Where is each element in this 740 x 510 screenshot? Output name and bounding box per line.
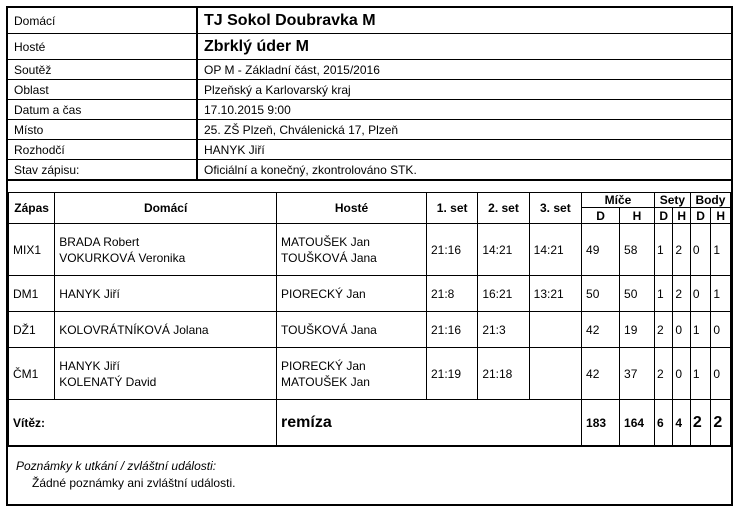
balls-home: 42 [582, 348, 620, 400]
winner-value: remíza [277, 400, 582, 447]
home-players-player-1: KOLOVRÁTNÍKOVÁ Jolana [59, 322, 209, 337]
info-row [8, 8, 731, 34]
match-type: DM1 [9, 276, 55, 312]
home-players-player-2: KOLENATÝ David [59, 374, 157, 389]
info-value: Zbrklý úder M [197, 34, 731, 60]
set-3-score [529, 312, 581, 348]
header-sety-h: H [673, 208, 690, 224]
total-points-home: 2 [690, 400, 711, 447]
total-sets-away: 4 [673, 400, 690, 447]
set-3-score [529, 348, 581, 400]
home-players [55, 224, 277, 276]
total-points-away: 2 [711, 400, 731, 447]
home-players-player-1: HANYK Jiří [59, 358, 120, 373]
home-players-player-1: BRADA Robert [59, 234, 140, 249]
set-1-score: 21:19 [426, 348, 477, 400]
balls-away: 19 [620, 312, 655, 348]
set-2-score: 14:21 [478, 224, 529, 276]
info-row [8, 60, 731, 80]
match-row [9, 276, 731, 312]
header-hoste: Hosté [277, 193, 427, 224]
match-report [6, 6, 733, 506]
info-label: Datum a čas [8, 100, 197, 120]
info-row [8, 160, 731, 181]
info-value: HANYK Jiří [197, 140, 731, 160]
header-mice-h: H [620, 208, 655, 224]
home-players [55, 348, 277, 400]
set-1-score: 21:8 [426, 276, 477, 312]
total-balls-away: 164 [620, 400, 655, 447]
info-value: 25. ZŠ Plzeň, Chválenická 17, Plzeň [197, 120, 731, 140]
home-players-player-1: HANYK Jiří [59, 286, 120, 301]
away-players-player-1: TOUŠKOVÁ Jana [281, 322, 377, 337]
set-3-score: 14:21 [529, 224, 581, 276]
points-away: 0 [711, 312, 731, 348]
away-players-player-1: PIORECKÝ Jan [281, 286, 366, 301]
header-set-1: 1. set [426, 193, 477, 224]
winner-row [9, 400, 731, 447]
set-1-score: 21:16 [426, 224, 477, 276]
away-players [277, 348, 427, 400]
sets-away: 2 [673, 276, 690, 312]
header-set-2: 2. set [478, 193, 529, 224]
winner-label: Vítěz: [9, 400, 277, 447]
notes-section [16, 458, 235, 492]
info-row [8, 140, 731, 160]
points-home: 1 [690, 312, 711, 348]
header-set-3: 3. set [529, 193, 581, 224]
header-mice-d: D [582, 208, 620, 224]
points-home: 1 [690, 348, 711, 400]
match-type: ČM1 [9, 348, 55, 400]
total-balls-home: 183 [582, 400, 620, 447]
balls-home: 50 [582, 276, 620, 312]
info-value: 17.10.2015 9:00 [197, 100, 731, 120]
points-away: 0 [711, 348, 731, 400]
info-value: Oficiální a konečný, zkontrolováno STK. [197, 160, 731, 181]
header-sety-d: D [654, 208, 672, 224]
sets-home: 1 [654, 276, 672, 312]
away-players-player-1: PIORECKÝ Jan [281, 358, 366, 373]
match-row [9, 224, 731, 276]
balls-away: 50 [620, 276, 655, 312]
notes-title: Poznámky k utkání / zvláštní události: [16, 459, 217, 473]
info-row [8, 120, 731, 140]
balls-away: 37 [620, 348, 655, 400]
balls-home: 42 [582, 312, 620, 348]
info-label: Rozhodčí [8, 140, 197, 160]
info-label: Hosté [8, 34, 197, 60]
balls-home: 49 [582, 224, 620, 276]
match-type: MIX1 [9, 224, 55, 276]
away-players-player-1: MATOUŠEK Jan [281, 234, 370, 249]
info-value: OP M - Základní část, 2015/2016 [197, 60, 731, 80]
match-results-table [8, 192, 731, 447]
sets-away: 0 [673, 348, 690, 400]
set-2-score: 16:21 [478, 276, 529, 312]
sets-home: 1 [654, 224, 672, 276]
info-value: Plzeňský a Karlovarský kraj [197, 80, 731, 100]
match-row [9, 348, 731, 400]
away-players [277, 224, 427, 276]
header-mice: Míče [582, 193, 655, 208]
set-3-score: 13:21 [529, 276, 581, 312]
header-sety: Sety [654, 193, 690, 208]
set-2-score: 21:3 [478, 312, 529, 348]
home-players [55, 312, 277, 348]
balls-away: 58 [620, 224, 655, 276]
info-label: Místo [8, 120, 197, 140]
points-away: 1 [711, 224, 731, 276]
sets-home: 2 [654, 348, 672, 400]
away-players-player-2: MATOUŠEK Jan [281, 374, 370, 389]
set-2-score: 21:18 [478, 348, 529, 400]
away-players-player-2: TOUŠKOVÁ Jana [281, 250, 377, 265]
sets-home: 2 [654, 312, 672, 348]
away-players [277, 276, 427, 312]
home-players-player-2: VOKURKOVÁ Veronika [59, 250, 186, 265]
match-info-table [8, 8, 731, 181]
home-players [55, 276, 277, 312]
away-players [277, 312, 427, 348]
sets-away: 2 [673, 224, 690, 276]
info-row [8, 80, 731, 100]
points-home: 0 [690, 224, 711, 276]
points-home: 0 [690, 276, 711, 312]
info-row [8, 100, 731, 120]
header-zapas: Zápas [9, 193, 55, 224]
info-label: Stav zápisu: [8, 160, 197, 181]
header-body-h: H [711, 208, 731, 224]
info-row [8, 34, 731, 60]
header-body-d: D [690, 208, 711, 224]
match-type: DŽ1 [9, 312, 55, 348]
notes-body: Žádné poznámky ani zvláštní události. [32, 476, 236, 490]
sets-away: 0 [673, 312, 690, 348]
total-sets-home: 6 [654, 400, 672, 447]
points-away: 1 [711, 276, 731, 312]
set-1-score: 21:16 [426, 312, 477, 348]
header-body: Body [690, 193, 730, 208]
header-domaci: Domácí [55, 193, 277, 224]
match-row [9, 312, 731, 348]
info-label: Domácí [8, 8, 197, 34]
info-value: TJ Sokol Doubravka M [197, 8, 731, 34]
info-label: Oblast [8, 80, 197, 100]
info-label: Soutěž [8, 60, 197, 80]
